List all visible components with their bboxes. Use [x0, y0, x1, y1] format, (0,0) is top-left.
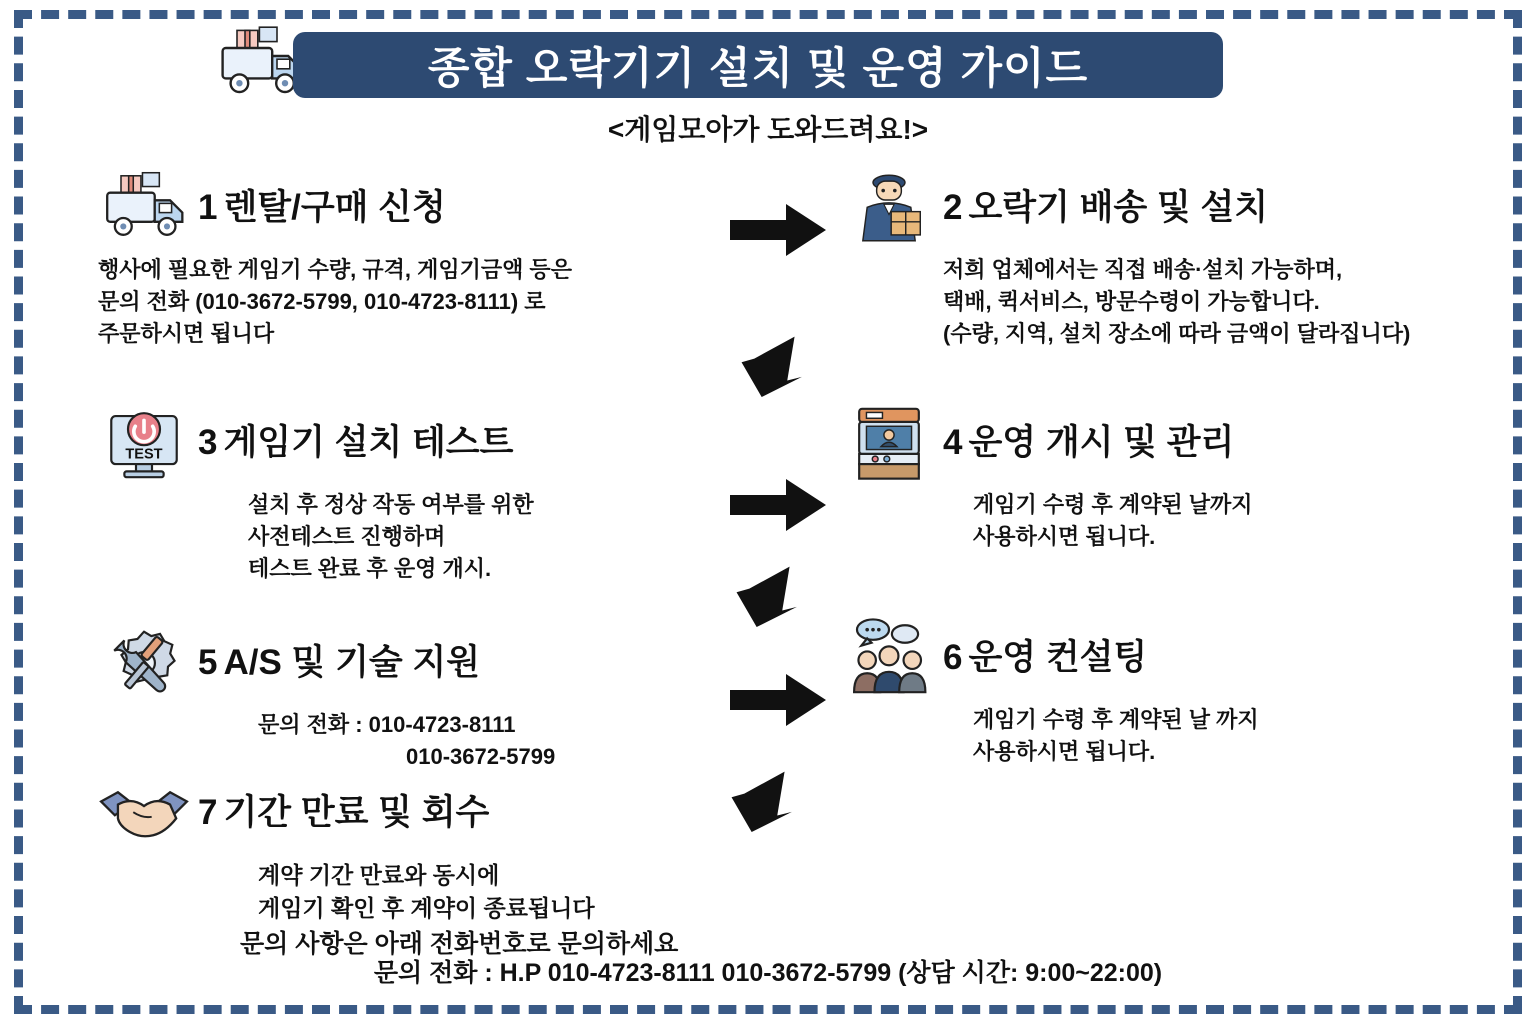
step-2-line-3: (수량, 지역, 설치 장소에 따라 금액이 달라집니다) — [943, 320, 1411, 346]
page-title: 종합 오락기기 설치 및 운영 가이드 — [427, 44, 1089, 93]
step-2-number: 2 — [943, 187, 963, 227]
step-1-line-1: 행사에 필요한 게임기 수량, 규격, 게임기금액 등은 — [98, 257, 572, 282]
arcade-machine-icon — [843, 403, 935, 483]
step-2-body — [943, 254, 1483, 350]
handshake-icon — [98, 773, 190, 853]
arrow-step3-to-step4 — [728, 473, 828, 537]
step-5-title — [198, 644, 480, 683]
step-3-line-2: 사전테스트 진행하며 — [248, 523, 446, 549]
step-3 — [98, 403, 738, 585]
header — [38, 18, 1498, 145]
step-5-number: 5 — [198, 642, 218, 682]
step-7-body — [240, 859, 858, 962]
step-1-title-text: 렌탈/구매 신청 — [223, 187, 446, 227]
step-6-title — [943, 639, 1147, 678]
step-3-line-3: 테스트 완료 후 운영 개시. — [248, 555, 492, 581]
step-2-title — [943, 189, 1268, 228]
step-6-title-text: 운영 컨설팅 — [968, 637, 1148, 677]
step-4-line-2: 사용하시면 됩니다. — [973, 523, 1156, 549]
consulting-people-icon — [843, 618, 935, 698]
step-3-title-text: 게임기 설치 테스트 — [223, 422, 514, 462]
step-5-body — [258, 709, 738, 773]
step-7-line-1: 계약 기간 만료와 동시에 — [258, 862, 500, 888]
step-6-number: 6 — [943, 637, 963, 677]
delivery-person-icon — [843, 168, 935, 248]
step-2-line-2: 택배, 퀵서비스, 방문수령이 가능합니다. — [943, 288, 1320, 314]
wrench-screwdriver-gear-icon — [98, 623, 190, 703]
test-monitor-icon — [98, 403, 190, 483]
step-4-body — [973, 489, 1483, 553]
arrow-step1-to-step2 — [728, 198, 828, 262]
step-6 — [843, 618, 1483, 768]
step-1-number: 1 — [198, 187, 218, 227]
delivery-truck-icon — [98, 168, 190, 248]
step-5-line-2: 010-3672-5799 — [406, 743, 556, 769]
step-4 — [843, 403, 1483, 553]
step-4-line-1: 게임기 수령 후 계약된 날까지 — [973, 492, 1253, 517]
arrow-step4-to-step5 — [703, 563, 803, 627]
step-1-title — [198, 189, 446, 228]
step-2-title-text: 오락기 배송 및 설치 — [968, 187, 1269, 227]
step-4-title — [943, 424, 1234, 463]
step-7 — [98, 773, 858, 962]
step-2-line-1: 저희 업체에서는 직접 배송·설치 가능하며, — [943, 257, 1343, 282]
step-1-line-3: 주문하시면 됩니다 — [98, 320, 275, 346]
step-1-body — [98, 254, 738, 350]
footer-contact: 문의 전화 : H.P 010-4723-8111 010-3672-5799 (상담 시간: 9:00~22:00) — [373, 959, 1163, 987]
page-subtitle: <게임모아가 도와드려요!> — [607, 114, 929, 145]
step-7-line-2: 게임기 확인 후 계약이 종료됩니다 — [258, 895, 595, 922]
test-monitor-label: TEST — [125, 446, 163, 463]
step-4-title-text: 운영 개시 및 관리 — [968, 422, 1235, 462]
step-3-line-1: 설치 후 정상 작동 여부를 위한 — [248, 492, 534, 517]
step-7-number: 7 — [198, 792, 218, 832]
step-5 — [98, 623, 738, 773]
step-7-title-text: 기간 만료 및 회수 — [223, 792, 490, 832]
step-5-line-1: 문의 전화 : 010-4723-8111 — [258, 712, 516, 737]
step-6-line-2: 사용하시면 됩니다. — [973, 738, 1156, 764]
step-6-line-1: 게임기 수령 후 계약된 날 까지 — [973, 707, 1259, 732]
step-6-body — [973, 704, 1483, 768]
step-4-number: 4 — [943, 422, 963, 462]
arrow-step5-to-step6 — [728, 668, 828, 732]
step-2 — [843, 168, 1483, 350]
step-3-number: 3 — [198, 422, 218, 462]
step-1-line-2: 문의 전화 (010-3672-5799, 010-4723-8111) 로 — [98, 288, 546, 314]
step-1 — [98, 168, 738, 350]
arrow-step2-to-step3 — [708, 333, 808, 397]
step-7-line-3: 문의 사항은 아래 전화번호로 문의하세요 — [240, 929, 679, 958]
title-banner — [293, 32, 1223, 98]
step-5-title-text: A/S 및 기술 지원 — [223, 642, 481, 682]
step-3-title — [198, 424, 513, 463]
step-3-body — [248, 489, 738, 585]
step-7-title — [198, 794, 489, 833]
